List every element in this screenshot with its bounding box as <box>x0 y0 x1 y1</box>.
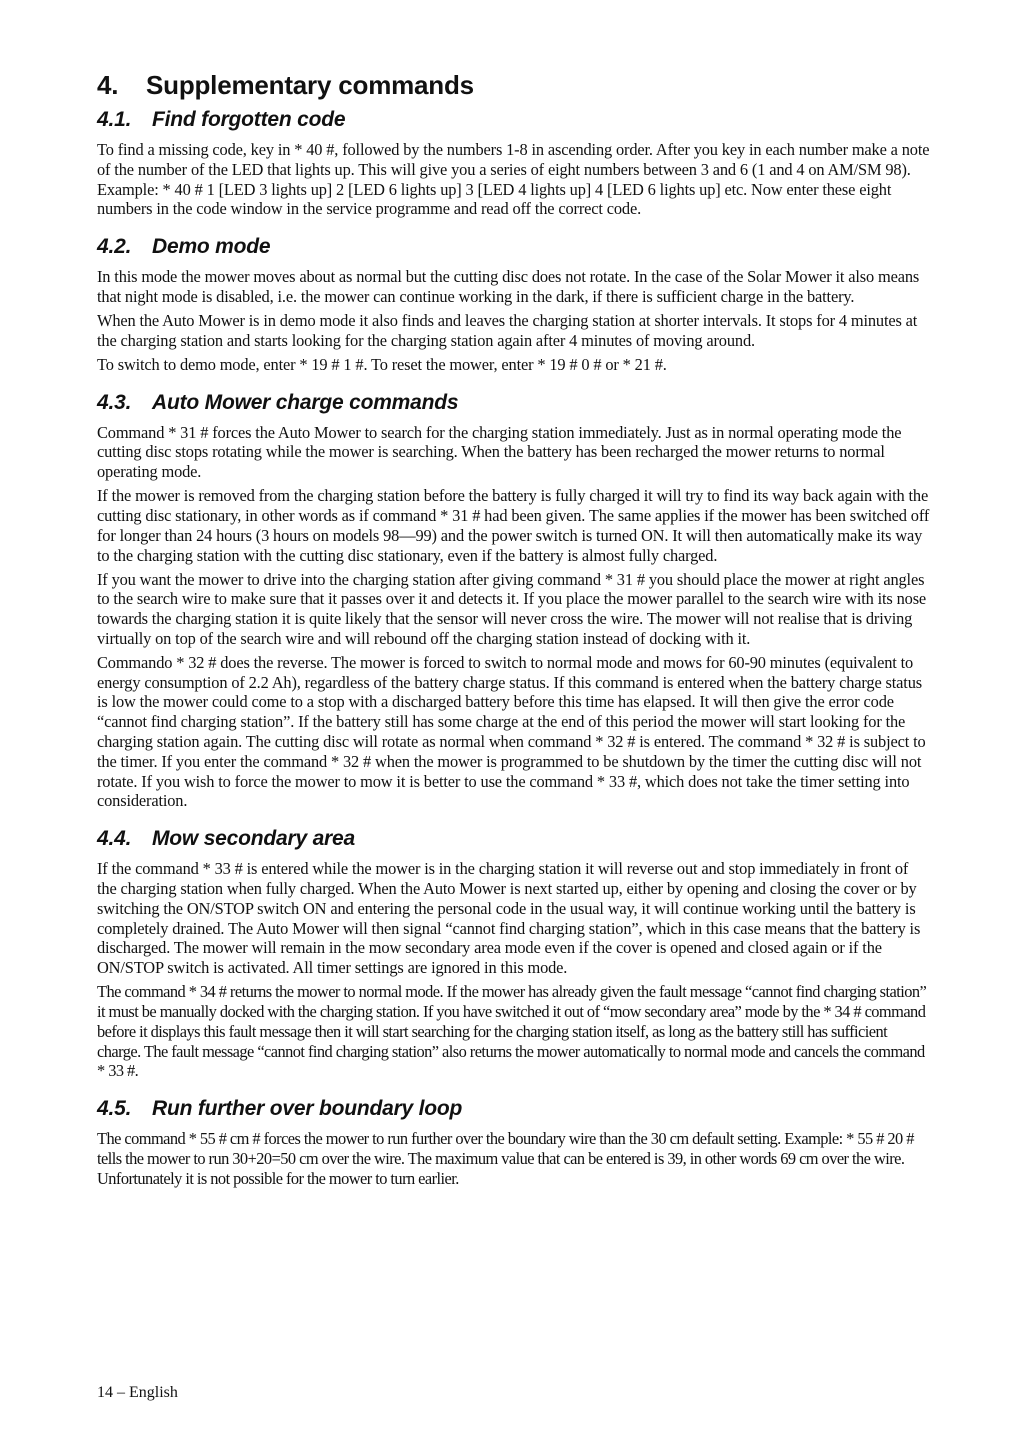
section-title: Find forgotten code <box>152 108 346 131</box>
section-title: Auto Mower charge commands <box>152 390 459 414</box>
section-heading <box>97 825 931 853</box>
section-number: 4.4. <box>97 827 132 851</box>
chapter-number: 4. <box>97 70 119 100</box>
chapter-title: Supplementary commands <box>146 70 474 100</box>
section-title: Demo mode <box>152 235 271 259</box>
section-find-forgotten-code <box>97 106 931 219</box>
section-title: Run further over boundary loop <box>152 1097 463 1121</box>
chapter-heading <box>97 68 931 102</box>
section-heading <box>97 233 931 261</box>
section-demo-mode <box>97 233 931 374</box>
section-charge-commands <box>97 389 931 812</box>
paragraph: Command * 31 # forces the Auto Mower to search for the charging station immediately. Just as in normal operating mode the cutting disc stops rotating while the mower is searching. When the battery has been recharged the mower returns to normal operating mode. <box>97 422 902 482</box>
section-heading <box>97 1095 931 1123</box>
paragraph: Commando * 32 # does the reverse. The mower is forced to switch to normal mode and mows for 60-90 minutes (equivalent to energy consumption of 2.2 Ah), regardless of the battery charge status. If this command is entered when the battery charge status is low the mower could come to a stop with a discharged battery before this time has elapsed. It will then give the error code “cannot find charging station”. If the battery still has some charge at the end of this period the mower will start looking for the charging station again. The cutting disc will rotate as normal when command * 32 # is entered. The command * 32 # is subject to the timer. If you enter the command * 32 # when the mower is programmed to be shutdown by the timer the cutting disc will not rotate. If you wish to force the mower to mow it is better to use the command * 33 #, which does not take the timer setting into consideration. <box>97 652 926 811</box>
paragraph: In this mode the mower moves about as normal but the cutting disc does not rotate. In the case of the Solar Mower it also means that night mode is disabled, i.e. the mower can continue working in the dark, if there is sufficient charge in the battery. <box>97 267 920 306</box>
section-mow-secondary-area <box>97 825 931 1081</box>
section-heading <box>97 389 931 417</box>
section-title: Mow secondary area <box>152 827 355 851</box>
section-number: 4.3. <box>97 390 132 414</box>
paragraph: If you want the mower to drive into the charging station after giving command * 31 # you should place the mower at right angles to the search wire to make sure that it passes over it and detects it. If you place the mower parallel to the search wire with its nose towards the charging station it is quite likely that the sensor will never cross the wire. The mower will not realise that is driving virtually on top of the search wire and will rebound off the charging station instead of docking with it. <box>97 569 927 648</box>
paragraph: The command * 34 # returns the mower to normal mode. If the mower has already given the fault message “cannot find charging station” it must be manually docked with the charging station. If you have switched it out of “mow secondary area” mode by the * 34 # command before it displays this fault message then it will start searching for the charging station itself, as long as the battery still has sufficient charge. The fault message “cannot find charging station” also returns the mower automatically to normal mode and cancels the command * 33 #. <box>97 982 927 1081</box>
section-number: 4.1. <box>97 108 132 131</box>
paragraph: The command * 55 # cm # forces the mower to run further over the boundary wire than the 30 cm default setting. Example: * 55 # 20 # tells the mower to run 30+20=50 cm over the wire. The maximum value that can be entered is 39, in other words 69 cm over the wire. Unfortunately it is not possible for the mower to turn earlier. <box>97 1129 914 1188</box>
section-heading <box>97 106 931 134</box>
section-number: 4.2. <box>97 235 132 259</box>
section-number: 4.5. <box>97 1097 132 1121</box>
paragraph: To find a missing code, key in * 40 #, followed by the numbers 1-8 in ascending order. After you key in each number make a note of the number of the LED that lights up. This will give you a series of eight numbers between 3 and 6 (1 and 4 on AM/SM 98). Example: * 40 # 1 [LED 3 lights up] 2 [LED 6 lights up] 3 [LED 4 lights up] 4 [LED 6 lights up] etc. Now enter these eight numbers in the code window in the service programme and read off the correct code. <box>97 140 930 219</box>
paragraph: If the mower is removed from the charging station before the battery is fully charged it will try to find its way back again with the cutting disc stationary, in other words as if command * 31 # had been given. The same applies if the mower has been switched off for longer than 24 hours (3 hours on models 98—99) and the power switch is turned ON. It will then automatically make its way to the charging station with the cutting disc stationary, even if the battery is almost fully charged. <box>97 486 930 565</box>
paragraph: When the Auto Mower is in demo mode it also finds and leaves the charging station at shorter intervals. It stops for 4 minutes at the charging station and starts looking for the charging station again after 4 minutes of moving around. <box>97 310 918 350</box>
paragraph: To switch to demo mode, enter * 19 # 1 #. To reset the mower, enter * 19 # 0 # or * 21 #. <box>97 354 667 374</box>
document-page <box>97 68 931 1203</box>
page-number-label: 14 – English <box>97 1384 178 1401</box>
page-footer <box>97 1383 178 1403</box>
paragraph: If the command * 33 # is entered while the mower is in the charging station it will reverse out and stop immediately in front of the charging station when fully charged. When the Auto Mower is next started up, either by opening and closing the cover or by switching the ON/STOP switch ON and entering the personal code in the usual way, it will continue working until the battery is completely drained. The Auto Mower will then signal “cannot find charging station”, which in this case means that the battery is discharged. The mower will remain in the mow secondary area mode even if the cover is opened and closed again or if the ON/STOP switch is activated. All timer settings are ignored in this mode. <box>97 859 921 978</box>
section-run-further-boundary <box>97 1095 931 1188</box>
